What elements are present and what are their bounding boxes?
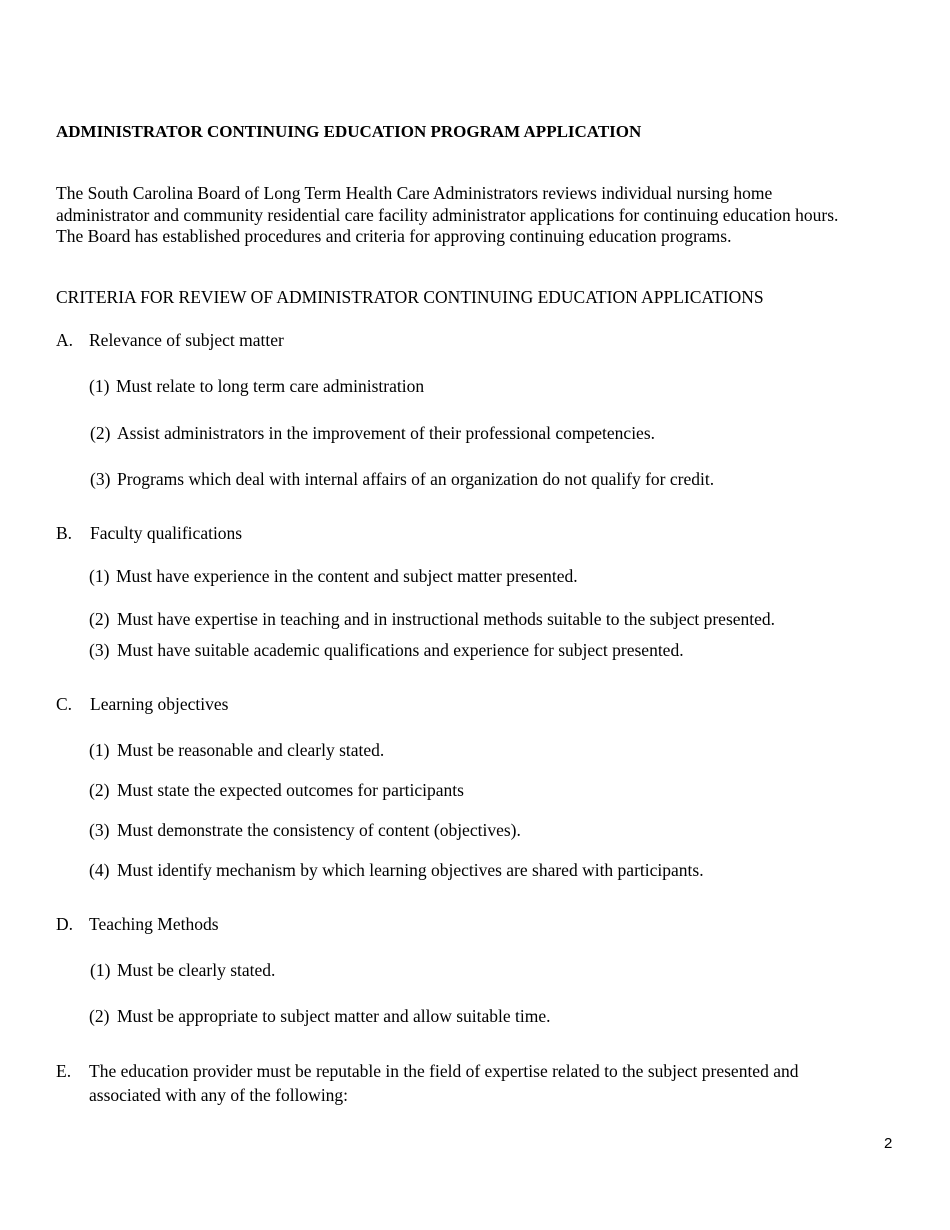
section-heading-b: Faculty qualifications [90,523,243,543]
section-letter-b: B. [56,523,73,543]
section-text-e: The education provider must be reputable in the field of expertise related to the subject presented and [89,1061,799,1081]
criteria-heading: CRITERIA FOR REVIEW OF ADMINISTRATOR CONTINUING EDUCATION APPLICATIONS [56,287,764,307]
list-item-text: Must be appropriate to subject matter and allow suitable time. [117,1006,551,1026]
list-item-num: (2) [89,780,110,800]
list-item-text: Must relate to long term care administration [116,376,425,396]
list-item-text: Must demonstrate the consistency of content (objectives). [117,820,521,840]
list-item-text: Must be clearly stated. [117,960,276,980]
list-item-num: (1) [90,960,111,980]
list-item-num: (4) [89,860,110,880]
section-text-e: associated with any of the following: [89,1085,349,1105]
list-item-num: (1) [89,566,110,586]
list-item-text: Must identify mechanism by which learning objectives are shared with participants. [117,860,704,880]
intro-line: administrator and community residential care facility administrator applications for continuing education hours. [56,204,839,225]
list-item-num: (2) [89,1006,110,1026]
list-item-text: Must have experience in the content and subject matter presented. [116,566,578,586]
section-letter-c: C. [56,694,73,714]
list-item-text: Must be reasonable and clearly stated. [117,740,385,760]
list-item-num: (2) [90,423,111,443]
section-heading-d: Teaching Methods [89,914,219,934]
intro-paragraph [56,183,906,248]
list-item-num: (1) [89,740,110,760]
list-item-text: Assist administrators in the improvement of their professional competencies. [117,423,656,443]
list-item-num: (3) [89,820,110,840]
list-item-num: (2) [89,609,110,629]
section-heading-c: Learning objectives [90,694,229,714]
list-item-text: Must state the expected outcomes for participants [117,780,464,800]
list-item-text: Must have suitable academic qualifications and experience for subject presented. [117,640,684,660]
section-letter-e: E. [56,1061,72,1081]
document-title: ADMINISTRATOR CONTINUING EDUCATION PROGRAM APPLICATION [56,122,642,141]
list-item-num: (1) [89,376,110,396]
list-item-num: (3) [89,640,110,660]
intro-line: The South Carolina Board of Long Term Health Care Administrators reviews individual nursing home [56,183,773,203]
section-letter-d: D. [56,914,74,934]
list-item-text: Programs which deal with internal affairs of an organization do not qualify for credit. [117,469,715,489]
list-item-text: Must have expertise in teaching and in instructional methods suitable to the subject presented. [117,609,776,629]
list-item-num: (3) [90,469,111,489]
intro-line: The Board has established procedures and criteria for approving continuing education programs. [56,226,732,246]
page-number: 2 [884,1135,893,1152]
section-heading-a: Relevance of subject matter [89,330,284,350]
section-letter-a: A. [56,330,74,350]
